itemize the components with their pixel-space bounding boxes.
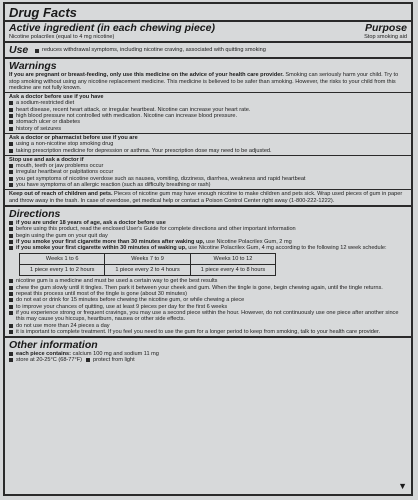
directions-heading: Directions <box>9 207 61 220</box>
stop-use-heading: Stop use and ask a doctor if <box>9 156 84 163</box>
ask-pharmacist-heading: Ask a doctor or pharmacist before use if you are <box>9 134 138 141</box>
list-item: repeat this process until most of the tingle is gone (about 30 minutes) <box>9 291 407 297</box>
list-item: if you smoke your first cigarette within 30 minutes of waking up, use Nicotine Polacrilex Gum, 4 mg according to the following 12 week schedule: <box>9 245 407 251</box>
table-cell: 1 piece every 1 to 2 hours <box>20 265 105 276</box>
dosing-schedule-table <box>19 253 276 276</box>
list-item: begin using the gum on your quit day <box>9 233 407 239</box>
list-item: if you experience strong or frequent cravings, you may use a second piece within the hour. However, do not continuously use one piece after another since this may cause you hiccups, heartburn, nausea or other side effects. <box>9 310 407 323</box>
ask-doctor-heading: Ask a doctor before use if you have <box>9 94 104 101</box>
table-cell: 1 piece every 4 to 8 hours <box>190 265 275 276</box>
list-item: you have symptoms of an allergic reaction (such as difficulty breathing or rash) <box>9 182 407 188</box>
list-item: high blood pressure not controlled with medication. Nicotine can increase blood pressure. <box>9 113 407 119</box>
list-item: history of seizures <box>9 126 407 132</box>
list-item: heart disease, recent heart attack, or irregular heartbeat. Nicotine can increase your heart rate. <box>9 107 407 113</box>
other-information-heading: Other information <box>9 339 98 352</box>
list-item: each piece contains: calcium 100 mg and sodium 11 mg <box>9 351 407 357</box>
use-text: reduces withdrawal symptoms, including nicotine craving, associated with quitting smoking <box>42 47 266 54</box>
list-item: taking prescription medicine for depression or asthma. Your prescription dose may need to be adjusted. <box>9 148 407 154</box>
table-header: Weeks 10 to 12 <box>190 254 275 265</box>
pregnancy-warning: If you are pregnant or breast-feeding, only use this medicine on the advice of your health care provider. Smoking can seriously harm your child. Try to stop smoking without using any nicotine replacement medicine. This medicine is believed to be safer than smoking. However, the risks to your child from this medicine are not fully known. <box>9 72 399 91</box>
continued-arrow-icon: ▼ <box>398 481 407 491</box>
active-ingredient-header-row <box>5 22 411 34</box>
list-item: to improve your chances of quitting, use at least 9 pieces per day for the first 6 weeks <box>9 304 407 310</box>
drug-facts-title: Drug Facts <box>9 5 77 20</box>
list-item: it is important to complete treatment. If you feel you need to use the gum for a longer period to keep from smoking, talk to your health care provider. <box>9 329 407 335</box>
table-cell: 1 piece every 2 to 4 hours <box>105 265 190 276</box>
stop-use-section <box>5 155 411 189</box>
list-item: if you are under 18 years of age, ask a doctor before use <box>9 220 407 226</box>
ask-pharmacist-section <box>5 133 411 155</box>
table-header: Weeks 1 to 6 <box>20 254 105 265</box>
keep-out-of-reach: Keep out of reach of children and pets. Pieces of nicotine gum may have enough nicotine to make children and pets sick. Wrap used pieces of gum in paper and throw away in the trash. In case of overdose, get medical help or contact a Poison Control Center right away (1-800-222-1222). <box>5 189 411 205</box>
warnings-section <box>5 59 411 92</box>
list-item: before using this product, read the enclosed User's Guide for complete directions and other important information <box>9 226 407 232</box>
ask-doctor-section <box>5 92 411 133</box>
list-item: a sodium-restricted diet <box>9 100 407 106</box>
use-heading: Use <box>9 44 29 57</box>
list-item: nicotine gum is a medicine and must be used a certain way to get the best results <box>9 278 407 284</box>
table-header: Weeks 7 to 9 <box>105 254 190 265</box>
list-item: if you smoke your first cigarette more than 30 minutes after waking up, use Nicotine Polacrilex Gum, 2 mg <box>9 239 407 245</box>
list-item: you get symptoms of nicotine overdose such as nausea, vomiting, dizziness, diarrhea, weakness and rapid heartbeat <box>9 176 407 182</box>
list-item: using a non-nicotine stop smoking drug <box>9 141 407 147</box>
list-item: mouth, teeth or jaw problems occur <box>9 163 407 169</box>
active-ingredient-row <box>5 34 411 41</box>
active-ingredient-heading: Active ingredient (in each chewing piece) <box>9 22 215 34</box>
directions-section <box>5 207 411 336</box>
purpose-heading: Purpose <box>364 22 407 34</box>
purpose-text: Stop smoking aid <box>364 34 407 40</box>
active-ingredient-text: Nicotine polacrilex (equal to 4 mg nicotine) <box>9 34 115 40</box>
list-item: do not eat or drink for 15 minutes before chewing the nicotine gum, or while chewing a piece <box>9 297 407 303</box>
list-item: do not use more than 24 pieces a day <box>9 323 407 329</box>
list-item: irregular heartbeat or palpitations occur <box>9 169 407 175</box>
warnings-heading: Warnings <box>9 60 57 73</box>
list-item: stomach ulcer or diabetes <box>9 119 407 125</box>
list-item: chew the gum slowly until it tingles. Then park it between your cheek and gum. When the tingle is gone, begin chewing again, until the tingle returns. <box>9 285 407 291</box>
other-information-section <box>5 338 411 365</box>
use-row <box>5 43 411 57</box>
drug-facts-panel <box>3 2 413 496</box>
list-item: store at 20-25°C (68-77°F) protect from light <box>9 357 407 363</box>
